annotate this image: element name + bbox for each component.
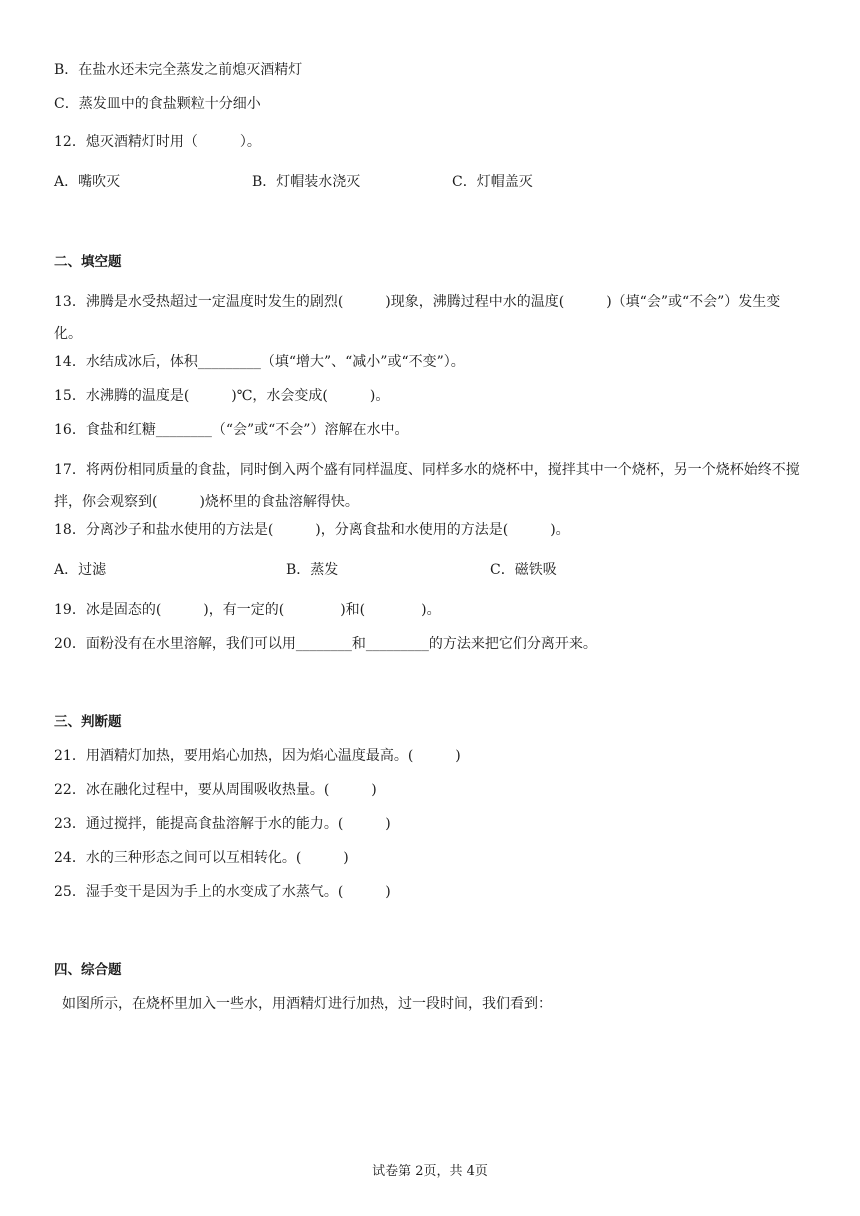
question-20: 20．面粉没有在水里溶解，我们可以用________和_________的方法来把它们分离开来。 [54, 636, 597, 652]
question-13: 13．沸腾是水受热超过一定温度时发生的剧烈( )现象，沸腾过程中水的温度( )（填“会”或“不会”）发生变化。 [54, 294, 781, 342]
page-footer: 试卷第 2页，共 4页 [372, 1164, 488, 1179]
question-12: 12．熄灭酒精灯时用（ ）。 [54, 134, 261, 150]
question-16: 16．食盐和红糖________（“会”或“不会”）溶解在水中。 [54, 422, 409, 438]
question-15: 15．水沸腾的温度是( )℃，水会变成( )。 [54, 388, 390, 404]
section-title-fill: 二、填空题 [54, 254, 122, 270]
line-q11-option-c: C．蒸发皿中的食盐颗粒十分细小 [54, 96, 261, 112]
line-q11-option-b: B．在盐水还未完全蒸发之前熄灭酒精灯 [54, 62, 303, 78]
question-14: 14．水结成冰后，体积_________（填“增大”、“减小”或“不变”）。 [54, 354, 465, 370]
question-25: 25．湿手变干是因为手上的水变成了水蒸气。( ) [54, 884, 391, 900]
question-17: 17．将两份相同质量的食盐，同时倒入两个盛有同样温度、同样多水的烧杯中，搅拌其中一个烧杯，另一个烧杯始终不搅拌，你会观察到( )烧杯里的食盐溶解得快。 [54, 462, 800, 510]
section-title-comprehensive: 四、综合题 [54, 962, 122, 978]
question-26-intro: 如图所示，在烧杯里加入一些水，用酒精灯进行加热，过一段时间，我们看到： [62, 996, 552, 1012]
q18-option-c: C．磁铁吸 [490, 562, 557, 578]
q12-option-b: B．灯帽装水浇灭 [252, 174, 361, 190]
q18-option-b: B．蒸发 [286, 562, 339, 578]
question-18: 18．分离沙子和盐水使用的方法是( )，分离食盐和水使用的方法是( )。 [54, 522, 570, 538]
q12-option-c: C．灯帽盖灭 [452, 174, 533, 190]
question-24: 24．水的三种形态之间可以互相转化。( ) [54, 850, 349, 866]
section-title-judge: 三、判断题 [54, 714, 122, 730]
question-21: 21．用酒精灯加热，要用焰心加热，因为焰心温度最高。( ) [54, 748, 461, 764]
q18-option-a: A．过滤 [54, 562, 107, 578]
question-23: 23．通过搅拌，能提高食盐溶解于水的能力。( ) [54, 816, 391, 832]
question-19: 19．冰是固态的( )，有一定的( )和( )。 [54, 602, 441, 618]
question-22: 22．冰在融化过程中，要从周围吸收热量。( ) [54, 782, 377, 798]
q12-option-a: A．嘴吹灭 [54, 174, 121, 190]
